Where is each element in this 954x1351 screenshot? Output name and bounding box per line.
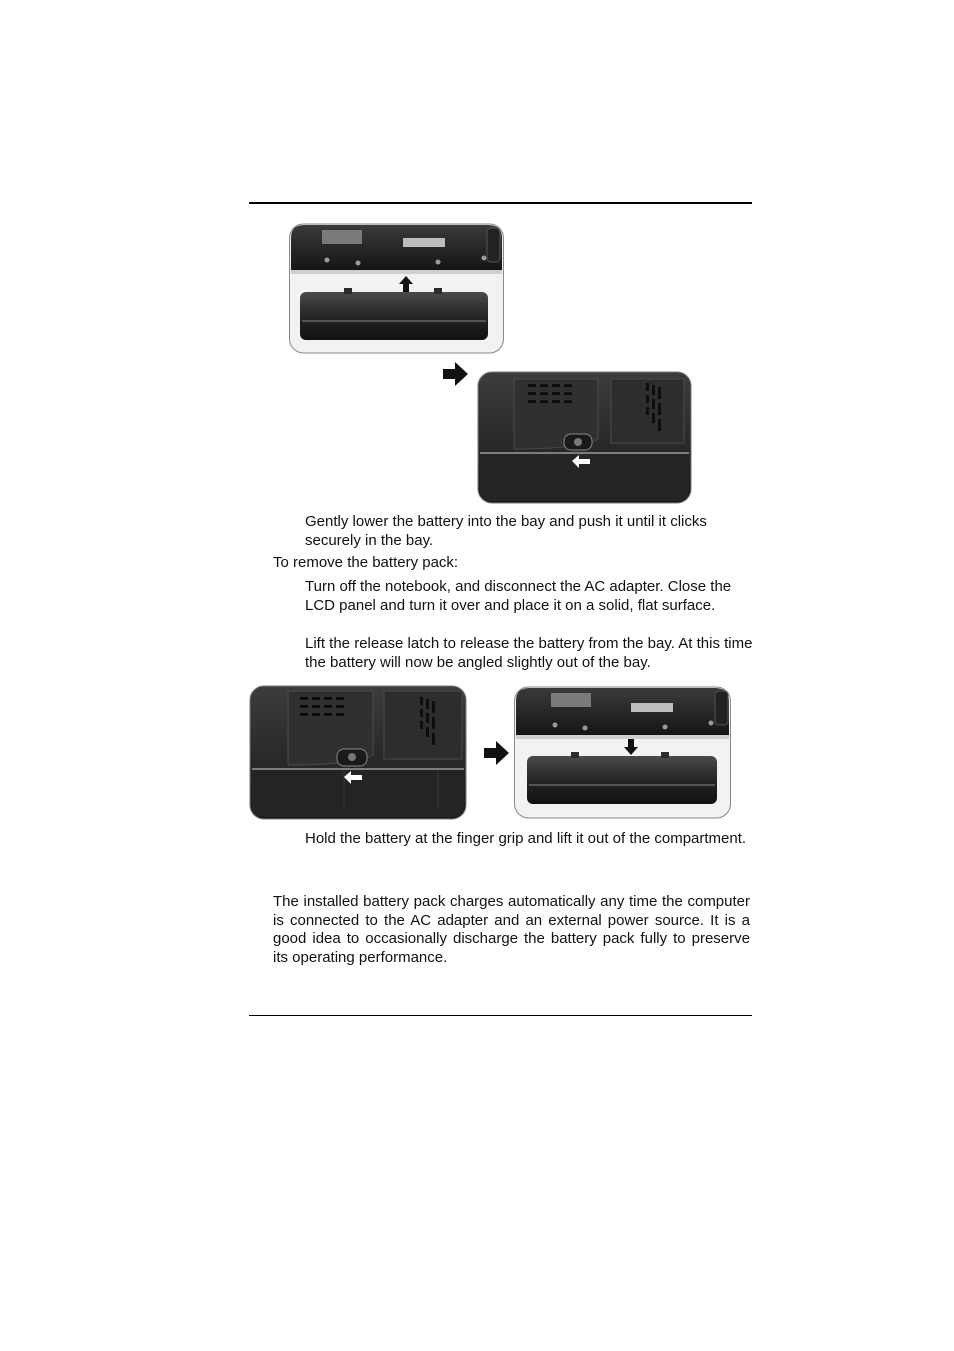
remove-intro-text: To remove the battery pack: xyxy=(273,554,459,571)
battery-remove-photo xyxy=(513,685,739,821)
latched-underside-photo xyxy=(476,371,706,505)
release-latch-photo xyxy=(248,685,470,821)
remove-step-1-text: Turn off the notebook, and disconnect the AC adapter. Close the LCD panel and turn it over and place it on a solid, flat surface. xyxy=(305,578,732,614)
battery-insert-photo xyxy=(288,222,510,356)
insert-step-text: Gently lower the battery into the bay and push it until it clicks securely in the bay. xyxy=(305,513,707,549)
arrow-right-icon xyxy=(443,362,469,386)
header-rule xyxy=(249,202,752,204)
arrow-right-icon xyxy=(484,741,510,765)
remove-step-2-text: Lift the release latch to release the battery from the bay. At this time the battery will now be angled slightly out of the bay. xyxy=(305,635,753,671)
charging-note-paragraph: The installed battery pack charges automatically any time the computer is connected to the AC adapter and an external power source. It is a good idea to occasionally discharge the battery pack fully to preserve its operating performance. xyxy=(273,893,750,966)
remove-step-3-text: Hold the battery at the finger grip and lift it out of the compartment. xyxy=(305,830,747,847)
footer-rule xyxy=(249,1015,752,1016)
